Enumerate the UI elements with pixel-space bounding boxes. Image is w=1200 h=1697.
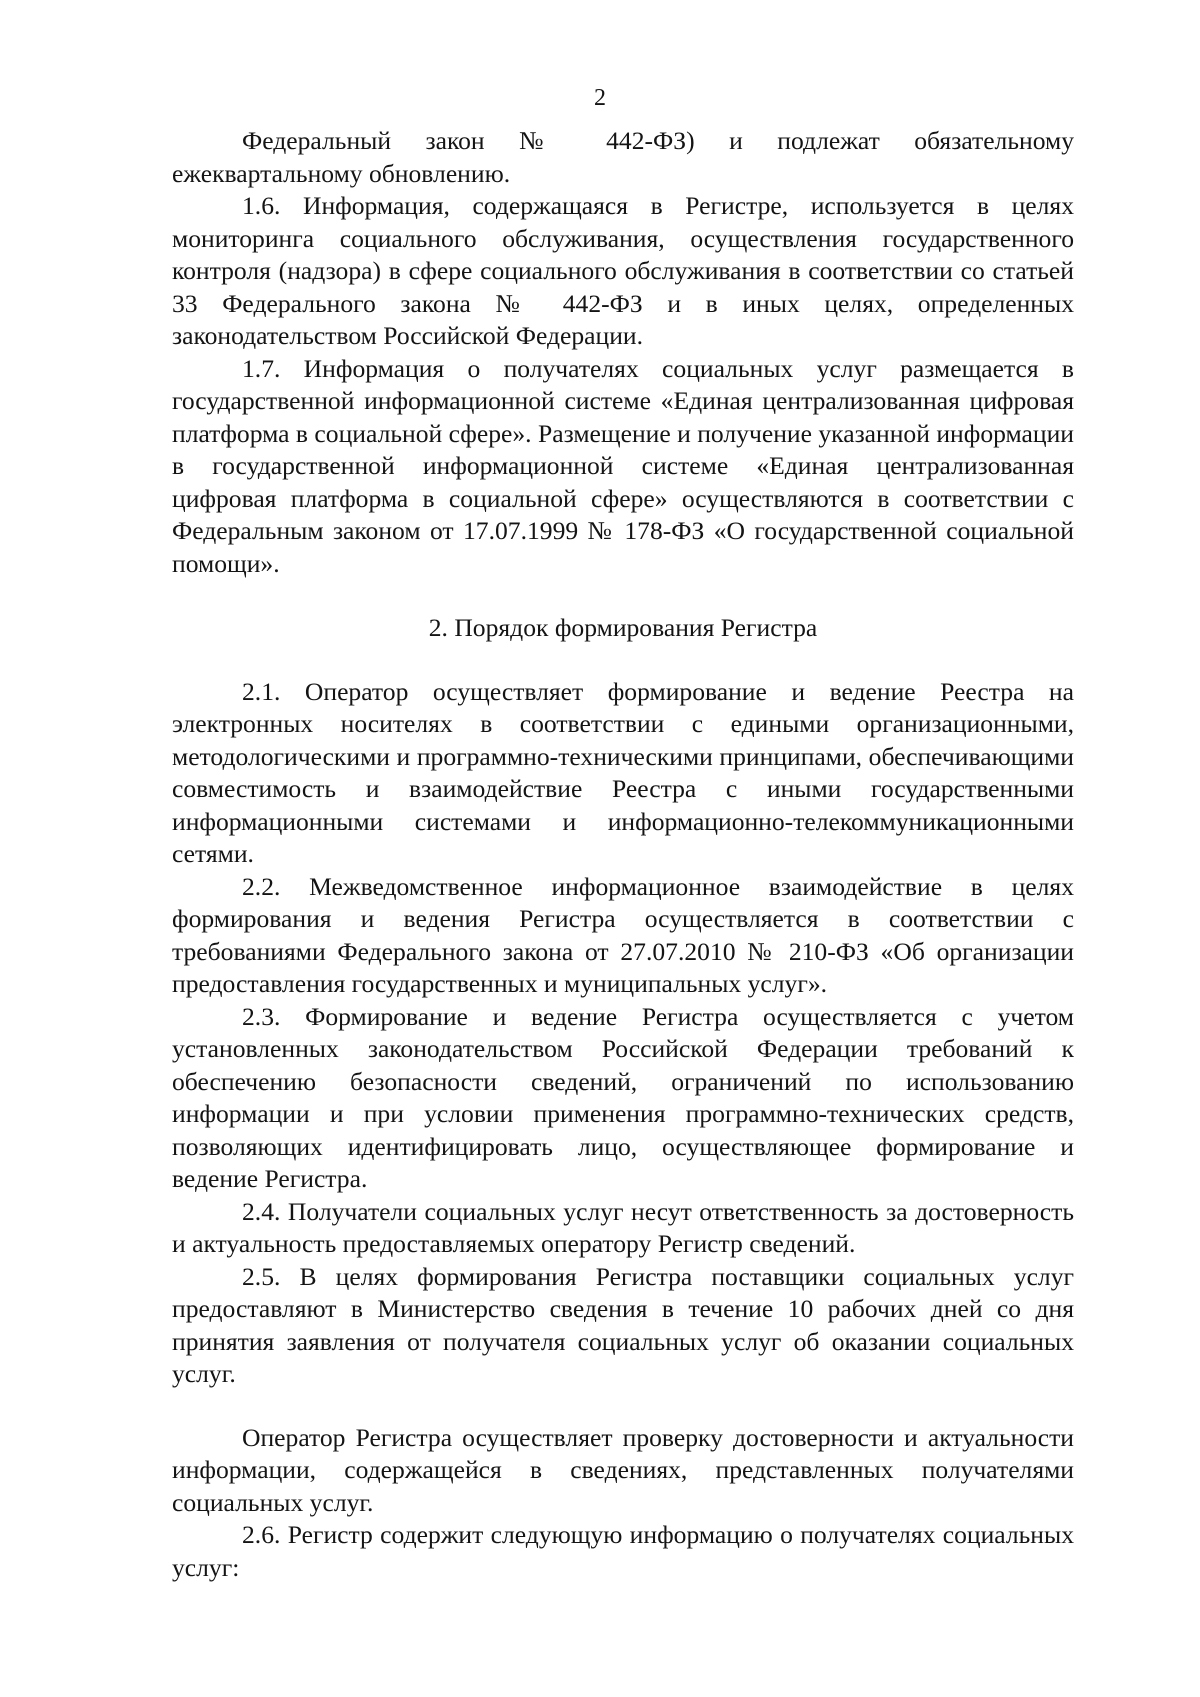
paragraph-2-4: 2.4. Получатели социальных услуг несут ответственность за достоверность и актуальность предоставляемых оператору Регистр сведений. <box>172 1196 1074 1258</box>
paragraph-1-7: 1.7. Информация о получателях социальных услуг размещается в государственной информационной системе «Единая централизованная цифровая платформа в социальной сфере». Размещение и получение указанной информации в государственной информационной системе «Единая централизованная цифровая платформа в социальной сфере» осуществляются в соответствии с Федеральным законом от 17.07.1999 № 178-ФЗ «О государственной социальной помощи». <box>172 353 1074 578</box>
section-heading: 2. Порядок формирования Регистра <box>428 613 818 642</box>
paragraph-operator-check: Оператор Регистра осуществляет проверку достоверности и актуальности информации, содержащейся в сведениях, представленных получателями социальных услуг. <box>172 1422 1074 1517</box>
document-body <box>172 125 1074 1584</box>
paragraph-2-6: 2.6. Регистр содержит следующую информацию о получателях социальных услуг: <box>172 1520 1074 1582</box>
paragraph-1-6: 1.6. Информация, содержащаяся в Регистре, используется в целях мониторинга социального обслуживания, осуществления государственного контроля (надзора) в сфере социального обслуживания в соответствии со статьей 33 Федерального закона № 442-ФЗ и в иных целях, определенных законодательством Российской Федерации. <box>172 191 1074 350</box>
paragraph-2-2: 2.2. Межведомственное информационное взаимодействие в целях формирования и ведения Регистра осуществляется в соответствии с требованиями Федерального закона от 27.07.2010 № 210-ФЗ «Об организации предоставления государственных и муниципальных услуг». <box>172 871 1074 998</box>
paragraph-2-3: 2.3. Формирование и ведение Регистра осуществляется с учетом установленных законодательством Российской Федерации требований к обеспечению безопасности сведений, ограничений по использованию информации и при условии применения программно-технических средств, позволяющих идентифицировать лицо, осуществляющее формирование и ведение Регистра. <box>172 1001 1074 1193</box>
paragraph-gap <box>172 1391 1074 1422</box>
paragraph-continuation: Федеральный закон № 442-ФЗ) и подлежат обязательному ежеквартальному обновлению. <box>172 126 1074 188</box>
page-number: 2 <box>594 85 606 111</box>
paragraph-2-1: 2.1. Оператор осуществляет формирование и ведение Реестра на электронных носителях в соответствии с едиными организационными, методологическими и программно-техническими принципами, обеспечивающими совместимость и взаимодействие Реестра с иными государственными информационными системами и информационно-телекоммуникационными сетями. <box>172 676 1074 868</box>
paragraph-2-5: 2.5. В целях формирования Регистра поставщики социальных услуг предоставляют в Министерство сведения в течение 10 рабочих дней со дня принятия заявления от получателя социальных услуг об оказании социальных услуг. <box>172 1261 1074 1388</box>
